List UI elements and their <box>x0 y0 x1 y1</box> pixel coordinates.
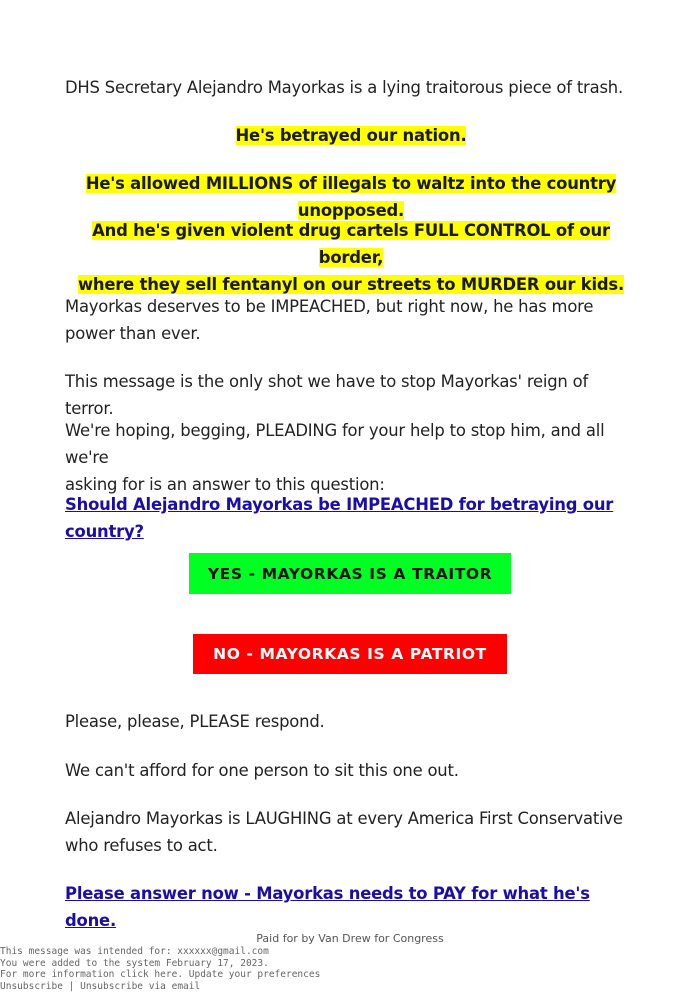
highlight-text: He's allowed MILLIONS of illegals to waltz into the country unopposed. <box>85 174 617 220</box>
highlight-cartels <box>65 217 637 298</box>
paragraph-line: Mayorkas deserves to be IMPEACHED, but right now, he has more <box>65 297 594 316</box>
question-paragraph <box>65 491 665 545</box>
paragraph-line: Alejandro Mayorkas is LAUGHING at every America First Conservative <box>65 809 623 828</box>
more-info-mid: . Update <box>177 969 229 981</box>
added-date-line: You were added to the system February 17, 2023. <box>0 957 269 969</box>
laughing-paragraph <box>65 805 637 859</box>
highlight-betrayed <box>65 122 637 149</box>
no-patriot-button[interactable]: NO - MAYORKAS IS A PATRIOT <box>193 634 507 674</box>
only-shot-paragraph: This message is the only shot we have to stop Mayorkas' reign of terror. <box>65 372 589 418</box>
highlight-millions <box>61 170 641 224</box>
highlight-text: He's betrayed our nation. <box>235 126 467 145</box>
paragraph-line: power than ever. <box>65 324 201 343</box>
more-info-prefix: For more information <box>0 969 121 981</box>
highlight-text: And he's given violent drug cartels FULL CONTROL of our border, <box>92 221 610 267</box>
unsubscribe-link[interactable]: Unsubscribe <box>0 980 63 992</box>
yes-traitor-button[interactable]: YES - MAYORKAS IS A TRAITOR <box>189 553 511 594</box>
impeach-question-link[interactable]: Should Alejandro Mayorkas be IMPEACHED for betraying our country? <box>65 495 614 541</box>
afford-paragraph: We can't afford for one person to sit this one out. <box>65 761 459 780</box>
more-info-line <box>0 969 320 981</box>
preferences-link[interactable]: your preferences <box>228 969 321 981</box>
impeach-paragraph <box>65 293 637 347</box>
intended-for-line: This message was intended for: xxxxxx@gmail.com <box>0 946 269 957</box>
highlight-text: where they sell fentanyl on our streets to MURDER our kids. <box>77 275 625 294</box>
answer-now-link[interactable]: Please answer now - Mayorkas needs to PAY for what he's done. <box>65 884 590 930</box>
intro-paragraph: DHS Secretary Alejandro Mayorkas is a lying traitorous piece of trash. <box>65 78 623 97</box>
paragraph-line: We're hoping, begging, PLEADING for your help to stop him, and all we're <box>65 421 605 467</box>
answer-paragraph <box>65 880 637 934</box>
paragraph-line: who refuses to act. <box>65 836 218 855</box>
unsubscribe-line <box>0 981 320 993</box>
email-footer <box>0 946 320 992</box>
click-here-link[interactable]: click here <box>120 969 178 981</box>
paragraph-line: asking for is an answer to this question: <box>65 475 385 494</box>
paid-for-disclaimer: Paid for by Van Drew for Congress <box>256 932 444 945</box>
please-paragraph: Please, please, PLEASE respond. <box>65 712 325 731</box>
hoping-paragraph <box>65 417 637 498</box>
footer-separator: | <box>62 980 81 992</box>
unsubscribe-email-link[interactable]: Unsubscribe via email <box>80 980 201 992</box>
